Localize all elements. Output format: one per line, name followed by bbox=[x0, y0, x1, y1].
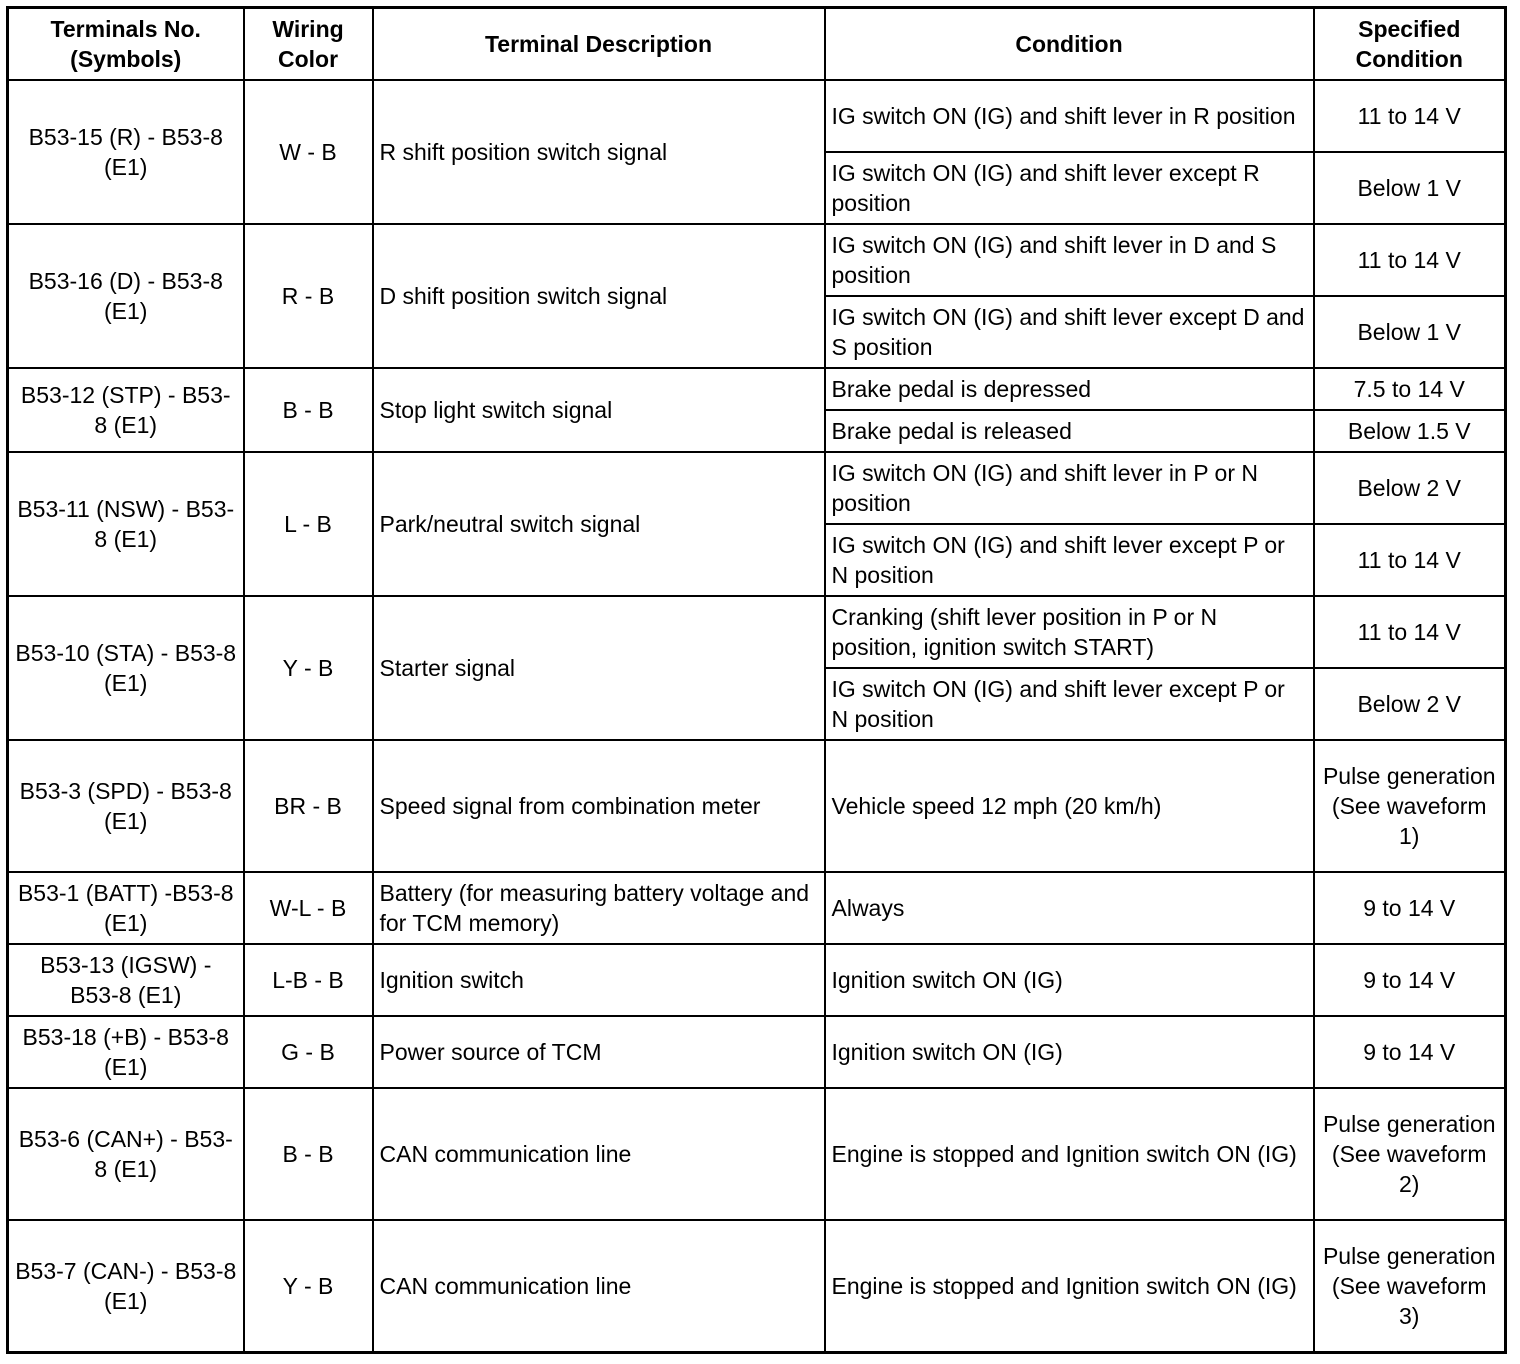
description-cell: D shift position switch signal bbox=[373, 224, 825, 368]
table-row bbox=[8, 1016, 1506, 1088]
terminal-cell: B53-15 (R) - B53-8 (E1) bbox=[8, 80, 244, 224]
spec-cell: Below 2 V bbox=[1314, 668, 1506, 740]
wiring-cell: BR - B bbox=[244, 740, 373, 872]
spec-cell: 9 to 14 V bbox=[1314, 872, 1506, 944]
terminal-cell: B53-16 (D) - B53-8 (E1) bbox=[8, 224, 244, 368]
condition-cell: Brake pedal is released bbox=[825, 410, 1314, 452]
description-cell: Battery (for measuring battery voltage and for TCM memory) bbox=[373, 872, 825, 944]
condition-cell: Engine is stopped and Ignition switch ON (IG) bbox=[825, 1088, 1314, 1220]
wiring-cell: R - B bbox=[244, 224, 373, 368]
header-wiring: Wiring Color bbox=[244, 8, 373, 81]
spec-cell: Below 1 V bbox=[1314, 152, 1506, 224]
description-cell: Speed signal from combination meter bbox=[373, 740, 825, 872]
table-row bbox=[8, 452, 1506, 524]
condition-cell: IG switch ON (IG) and shift lever in P or N position bbox=[825, 452, 1314, 524]
condition-cell: IG switch ON (IG) and shift lever in R position bbox=[825, 80, 1314, 152]
terminal-cell: B53-12 (STP) - B53-8 (E1) bbox=[8, 368, 244, 452]
spec-cell: 9 to 14 V bbox=[1314, 944, 1506, 1016]
terminal-cell: B53-6 (CAN+) - B53-8 (E1) bbox=[8, 1088, 244, 1220]
spec-cell: Pulse generation (See waveform 2) bbox=[1314, 1088, 1506, 1220]
header-row bbox=[8, 8, 1506, 81]
table-row bbox=[8, 224, 1506, 296]
description-cell: Park/neutral switch signal bbox=[373, 452, 825, 596]
wiring-cell: L-B - B bbox=[244, 944, 373, 1016]
spec-cell: Below 1 V bbox=[1314, 296, 1506, 368]
table-row bbox=[8, 944, 1506, 1016]
description-cell: Ignition switch bbox=[373, 944, 825, 1016]
spec-cell: 9 to 14 V bbox=[1314, 1016, 1506, 1088]
description-cell: Starter signal bbox=[373, 596, 825, 740]
condition-cell: Ignition switch ON (IG) bbox=[825, 944, 1314, 1016]
wiring-cell: B - B bbox=[244, 1088, 373, 1220]
terminal-cell: B53-1 (BATT) -B53-8 (E1) bbox=[8, 872, 244, 944]
terminal-table-container bbox=[6, 6, 1507, 1354]
spec-cell: 11 to 14 V bbox=[1314, 596, 1506, 668]
table-row bbox=[8, 80, 1506, 152]
terminal-cell: B53-10 (STA) - B53-8 (E1) bbox=[8, 596, 244, 740]
condition-cell: Brake pedal is depressed bbox=[825, 368, 1314, 410]
condition-cell: Ignition switch ON (IG) bbox=[825, 1016, 1314, 1088]
wiring-cell: Y - B bbox=[244, 1220, 373, 1353]
spec-cell: 11 to 14 V bbox=[1314, 524, 1506, 596]
description-cell: CAN communication line bbox=[373, 1088, 825, 1220]
wiring-cell: W-L - B bbox=[244, 872, 373, 944]
condition-cell: IG switch ON (IG) and shift lever except D and S position bbox=[825, 296, 1314, 368]
spec-cell: 7.5 to 14 V bbox=[1314, 368, 1506, 410]
terminal-cell: B53-11 (NSW) - B53-8 (E1) bbox=[8, 452, 244, 596]
spec-cell: Below 2 V bbox=[1314, 452, 1506, 524]
description-cell: CAN communication line bbox=[373, 1220, 825, 1353]
wiring-cell: G - B bbox=[244, 1016, 373, 1088]
terminal-table bbox=[6, 6, 1507, 1354]
description-cell: Power source of TCM bbox=[373, 1016, 825, 1088]
table-row bbox=[8, 872, 1506, 944]
terminal-cell: B53-3 (SPD) - B53-8 (E1) bbox=[8, 740, 244, 872]
condition-cell: IG switch ON (IG) and shift lever except P or N position bbox=[825, 668, 1314, 740]
spec-cell: Below 1.5 V bbox=[1314, 410, 1506, 452]
table-row bbox=[8, 1088, 1506, 1220]
condition-cell: Vehicle speed 12 mph (20 km/h) bbox=[825, 740, 1314, 872]
condition-cell: IG switch ON (IG) and shift lever except R position bbox=[825, 152, 1314, 224]
header-condition: Condition bbox=[825, 8, 1314, 81]
spec-cell: 11 to 14 V bbox=[1314, 224, 1506, 296]
table-row bbox=[8, 368, 1506, 410]
description-cell: Stop light switch signal bbox=[373, 368, 825, 452]
header-terminal: Terminals No. (Symbols) bbox=[8, 8, 244, 81]
condition-cell: Always bbox=[825, 872, 1314, 944]
spec-cell: Pulse generation (See waveform 1) bbox=[1314, 740, 1506, 872]
wiring-cell: W - B bbox=[244, 80, 373, 224]
wiring-cell: B - B bbox=[244, 368, 373, 452]
table-row bbox=[8, 596, 1506, 668]
condition-cell: Engine is stopped and Ignition switch ON (IG) bbox=[825, 1220, 1314, 1353]
spec-cell: 11 to 14 V bbox=[1314, 80, 1506, 152]
terminal-cell: B53-7 (CAN-) - B53-8 (E1) bbox=[8, 1220, 244, 1353]
table-row bbox=[8, 1220, 1506, 1353]
wiring-cell: Y - B bbox=[244, 596, 373, 740]
header-spec: Specified Condition bbox=[1314, 8, 1506, 81]
description-cell: R shift position switch signal bbox=[373, 80, 825, 224]
terminal-cell: B53-18 (+B) - B53-8 (E1) bbox=[8, 1016, 244, 1088]
spec-cell: Pulse generation (See waveform 3) bbox=[1314, 1220, 1506, 1353]
terminal-cell: B53-13 (IGSW) - B53-8 (E1) bbox=[8, 944, 244, 1016]
condition-cell: IG switch ON (IG) and shift lever except P or N position bbox=[825, 524, 1314, 596]
header-description: Terminal Description bbox=[373, 8, 825, 81]
condition-cell: IG switch ON (IG) and shift lever in D and S position bbox=[825, 224, 1314, 296]
condition-cell: Cranking (shift lever position in P or N position, ignition switch START) bbox=[825, 596, 1314, 668]
wiring-cell: L - B bbox=[244, 452, 373, 596]
table-row bbox=[8, 740, 1506, 872]
